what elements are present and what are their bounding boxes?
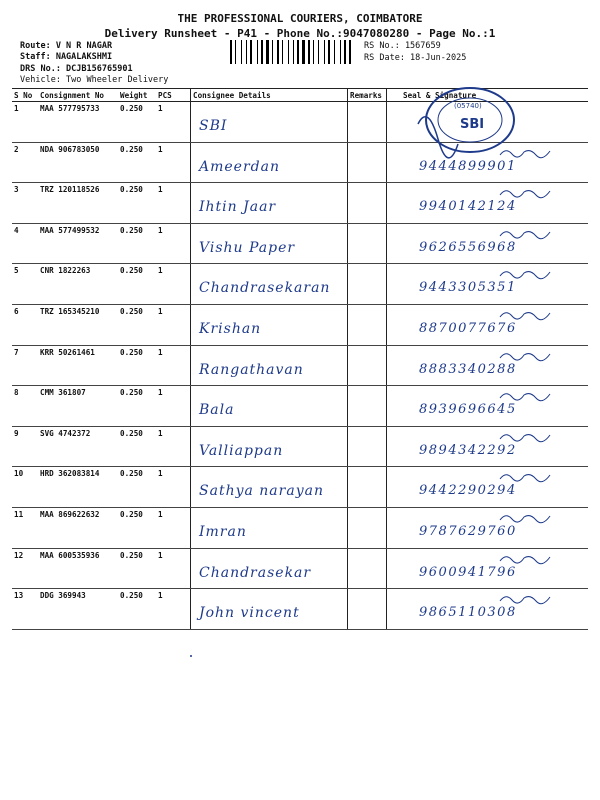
signature-scribble bbox=[498, 226, 558, 240]
bank-seal-stamp bbox=[398, 84, 518, 164]
row-consignee-cell bbox=[191, 467, 348, 508]
table-row bbox=[12, 589, 588, 630]
row-consignment-no: MAA 869622632 bbox=[38, 507, 118, 548]
handwritten-consignee-name: John vincent bbox=[199, 605, 300, 622]
row-remarks bbox=[348, 507, 387, 548]
row-consignee-cell bbox=[191, 102, 348, 143]
row-pcs: 1 bbox=[156, 102, 191, 143]
barcode-bar bbox=[266, 40, 269, 64]
barcode-bar bbox=[349, 40, 351, 64]
barcode bbox=[230, 40, 358, 64]
handwritten-consignee-name: Imran bbox=[199, 523, 247, 540]
col-weight: Weight bbox=[118, 89, 156, 102]
signature-scribble bbox=[498, 429, 558, 443]
handwritten-consignee-name: Sathya narayan bbox=[199, 483, 324, 500]
row-remarks bbox=[348, 589, 387, 630]
row-signature-cell bbox=[387, 467, 589, 508]
table-row bbox=[12, 223, 588, 264]
table-row bbox=[12, 507, 588, 548]
row-remarks bbox=[348, 467, 387, 508]
row-remarks bbox=[348, 183, 387, 224]
row-weight: 0.250 bbox=[118, 102, 156, 143]
table-row bbox=[12, 386, 588, 427]
staff-label: Staff: NAGALAKSHMI bbox=[20, 52, 113, 62]
row-weight: 0.250 bbox=[118, 142, 156, 183]
handwritten-phone-number: 9940142124 bbox=[419, 199, 517, 215]
table-row bbox=[12, 264, 588, 305]
row-consignment-no: TRZ 165345210 bbox=[38, 304, 118, 345]
table-row bbox=[12, 467, 588, 508]
row-pcs: 1 bbox=[156, 386, 191, 427]
barcode-bar bbox=[340, 40, 341, 64]
table-row bbox=[12, 183, 588, 224]
row-pcs: 1 bbox=[156, 589, 191, 630]
row-signature-cell bbox=[387, 426, 589, 467]
row-weight: 0.250 bbox=[118, 589, 156, 630]
handwritten-consignee-name: Vishu Paper bbox=[199, 239, 296, 256]
row-pcs: 1 bbox=[156, 264, 191, 305]
handwritten-consignee-name: Chandrasekar bbox=[199, 564, 312, 581]
runsheet-subtitle: Delivery Runsheet - P41 - Phone No.:9047080280 - Page No.:1 bbox=[104, 27, 496, 40]
vehicle-label: Vehicle: Two Wheeler Delivery bbox=[20, 75, 169, 85]
row-consignment-no: CMM 361807 bbox=[38, 386, 118, 427]
barcode-bar bbox=[308, 40, 310, 64]
barcode-bar bbox=[282, 40, 283, 64]
handwritten-consignee-name: SBI bbox=[199, 118, 228, 134]
handwritten-phone-number: 9626556968 bbox=[419, 239, 517, 255]
col-remarks: Remarks bbox=[348, 89, 387, 102]
row-consignee-cell bbox=[191, 589, 348, 630]
barcode-bar bbox=[297, 40, 299, 64]
row-remarks bbox=[348, 102, 387, 143]
row-sno: 13 bbox=[12, 589, 38, 630]
row-weight: 0.250 bbox=[118, 264, 156, 305]
stamp-text: SBI bbox=[460, 117, 485, 132]
row-consignment-no: SVG 4742372 bbox=[38, 426, 118, 467]
handwritten-consignee-name: Ameerdan bbox=[199, 158, 280, 175]
handwritten-phone-number: 9444899901 bbox=[419, 158, 517, 174]
row-consignment-no: CNR 1822263 bbox=[38, 264, 118, 305]
row-weight: 0.250 bbox=[118, 426, 156, 467]
row-pcs: 1 bbox=[156, 548, 191, 589]
row-consignee-cell bbox=[191, 426, 348, 467]
row-consignment-no: TRZ 120118526 bbox=[38, 183, 118, 224]
handwritten-phone-number: 8939696645 bbox=[419, 402, 517, 418]
barcode-bar bbox=[230, 40, 232, 64]
row-consignee-cell bbox=[191, 548, 348, 589]
row-weight: 0.250 bbox=[118, 386, 156, 427]
barcode-bar bbox=[324, 40, 325, 64]
row-consignment-no: MAA 577499532 bbox=[38, 223, 118, 264]
signature-scribble bbox=[498, 510, 558, 524]
handwritten-consignee-name: Rangathavan bbox=[199, 361, 304, 378]
table-row bbox=[12, 345, 588, 386]
row-sno: 10 bbox=[12, 467, 38, 508]
row-pcs: 1 bbox=[156, 142, 191, 183]
stamp-code: (05740) bbox=[454, 102, 482, 110]
barcode-bar bbox=[318, 40, 319, 64]
barcode-bar bbox=[261, 40, 263, 64]
signature-scribble bbox=[498, 266, 558, 280]
row-remarks bbox=[348, 345, 387, 386]
row-weight: 0.250 bbox=[118, 345, 156, 386]
row-sno: 11 bbox=[12, 507, 38, 548]
row-weight: 0.250 bbox=[118, 548, 156, 589]
col-signature: Seal & Signature bbox=[387, 89, 589, 102]
row-weight: 0.250 bbox=[118, 183, 156, 224]
handwritten-phone-number: 9894342292 bbox=[419, 442, 517, 458]
ink-dot bbox=[190, 655, 192, 657]
signature-scribble bbox=[498, 307, 558, 321]
col-consignment: Consignment No bbox=[38, 89, 118, 102]
handwritten-phone-number: 9865110308 bbox=[419, 605, 517, 621]
signature-scribble bbox=[498, 348, 558, 362]
row-pcs: 1 bbox=[156, 345, 191, 386]
signature-scribble bbox=[498, 591, 558, 605]
row-sno: 3 bbox=[12, 183, 38, 224]
row-sno: 9 bbox=[12, 426, 38, 467]
handwritten-phone-number: 8870077676 bbox=[419, 320, 517, 336]
row-signature-cell bbox=[387, 183, 589, 224]
row-remarks bbox=[348, 304, 387, 345]
row-pcs: 1 bbox=[156, 467, 191, 508]
row-remarks bbox=[348, 223, 387, 264]
handwritten-consignee-name: Bala bbox=[199, 402, 235, 419]
row-pcs: 1 bbox=[156, 304, 191, 345]
row-sno: 12 bbox=[12, 548, 38, 589]
row-signature-cell bbox=[387, 386, 589, 427]
row-sno: 4 bbox=[12, 223, 38, 264]
barcode-bar bbox=[293, 40, 294, 64]
row-consignment-no: MAA 577795733 bbox=[38, 102, 118, 143]
row-pcs: 1 bbox=[156, 183, 191, 224]
row-signature-cell bbox=[387, 304, 589, 345]
row-remarks bbox=[348, 426, 387, 467]
row-weight: 0.250 bbox=[118, 304, 156, 345]
row-sno: 5 bbox=[12, 264, 38, 305]
row-consignee-cell bbox=[191, 264, 348, 305]
col-consignee: Consignee Details bbox=[191, 89, 348, 102]
row-consignment-no: DDG 369943 bbox=[38, 589, 118, 630]
col-sno: S No bbox=[12, 89, 38, 102]
handwritten-consignee-name: Valliappan bbox=[199, 442, 284, 459]
row-pcs: 1 bbox=[156, 426, 191, 467]
row-weight: 0.250 bbox=[118, 223, 156, 264]
handwritten-phone-number: 8883340288 bbox=[419, 361, 517, 377]
runsheet-table bbox=[12, 88, 588, 630]
row-remarks bbox=[348, 386, 387, 427]
barcode-bar bbox=[235, 40, 236, 64]
barcode-bar bbox=[241, 40, 242, 64]
signature-scribble bbox=[498, 388, 558, 402]
row-consignment-no: HRD 362083814 bbox=[38, 467, 118, 508]
row-consignee-cell bbox=[191, 386, 348, 427]
company-title: THE PROFESSIONAL COURIERS, COIMBATORE bbox=[177, 12, 423, 25]
row-pcs: 1 bbox=[156, 507, 191, 548]
handwritten-phone-number: 9443305351 bbox=[419, 280, 517, 296]
row-sno: 1 bbox=[12, 102, 38, 143]
handwritten-consignee-name: Krishan bbox=[199, 320, 262, 337]
signature-scribble bbox=[498, 469, 558, 483]
row-consignee-cell bbox=[191, 304, 348, 345]
row-consignee-cell bbox=[191, 345, 348, 386]
barcode-bar bbox=[277, 40, 279, 64]
barcode-bar bbox=[334, 40, 335, 64]
row-weight: 0.250 bbox=[118, 507, 156, 548]
row-signature-cell bbox=[387, 548, 589, 589]
barcode-bar bbox=[246, 40, 247, 64]
rs-number: RS No.: 1567659 bbox=[364, 41, 441, 51]
row-signature-cell bbox=[387, 264, 589, 305]
row-remarks bbox=[348, 264, 387, 305]
barcode-bar bbox=[302, 40, 305, 64]
handwritten-phone-number: 9787629760 bbox=[419, 523, 517, 539]
handwritten-phone-number: 9600941796 bbox=[419, 564, 517, 580]
drs-label: DRS No.: DCJB156765901 bbox=[20, 64, 133, 74]
row-remarks bbox=[348, 142, 387, 183]
col-pcs: PCS bbox=[156, 89, 191, 102]
barcode-bar bbox=[257, 40, 258, 64]
signature-scribble bbox=[498, 551, 558, 565]
row-weight: 0.250 bbox=[118, 467, 156, 508]
barcode-bar bbox=[272, 40, 273, 64]
barcode-bar bbox=[328, 40, 330, 64]
row-pcs: 1 bbox=[156, 223, 191, 264]
handwritten-consignee-name: Ihtin Jaar bbox=[199, 199, 277, 216]
barcode-bar bbox=[313, 40, 314, 64]
signature-scribble bbox=[498, 185, 558, 199]
barcode-bar bbox=[288, 40, 289, 64]
row-sno: 7 bbox=[12, 345, 38, 386]
barcode-bar bbox=[250, 40, 252, 64]
row-sno: 2 bbox=[12, 142, 38, 183]
row-signature-cell bbox=[387, 589, 589, 630]
handwritten-consignee-name: Chandrasekaran bbox=[199, 280, 331, 297]
row-consignee-cell bbox=[191, 183, 348, 224]
row-consignee-cell bbox=[191, 507, 348, 548]
row-remarks bbox=[348, 548, 387, 589]
row-consignment-no: KRR 50261461 bbox=[38, 345, 118, 386]
row-signature-cell bbox=[387, 345, 589, 386]
row-consignee-cell bbox=[191, 223, 348, 264]
row-sno: 8 bbox=[12, 386, 38, 427]
route-label: Route: V N R NAGAR bbox=[20, 41, 113, 51]
table-row bbox=[12, 304, 588, 345]
table-row bbox=[12, 548, 588, 589]
row-sno: 6 bbox=[12, 304, 38, 345]
barcode-bar bbox=[344, 40, 346, 64]
handwritten-phone-number: 9442290294 bbox=[419, 483, 517, 499]
row-signature-cell bbox=[387, 507, 589, 548]
row-consignment-no: MAA 600535936 bbox=[38, 548, 118, 589]
rs-date: RS Date: 18-Jun-2025 bbox=[364, 53, 467, 63]
row-consignment-no: NDA 906783050 bbox=[38, 142, 118, 183]
row-signature-cell bbox=[387, 223, 589, 264]
row-consignee-cell bbox=[191, 142, 348, 183]
table-row bbox=[12, 426, 588, 467]
